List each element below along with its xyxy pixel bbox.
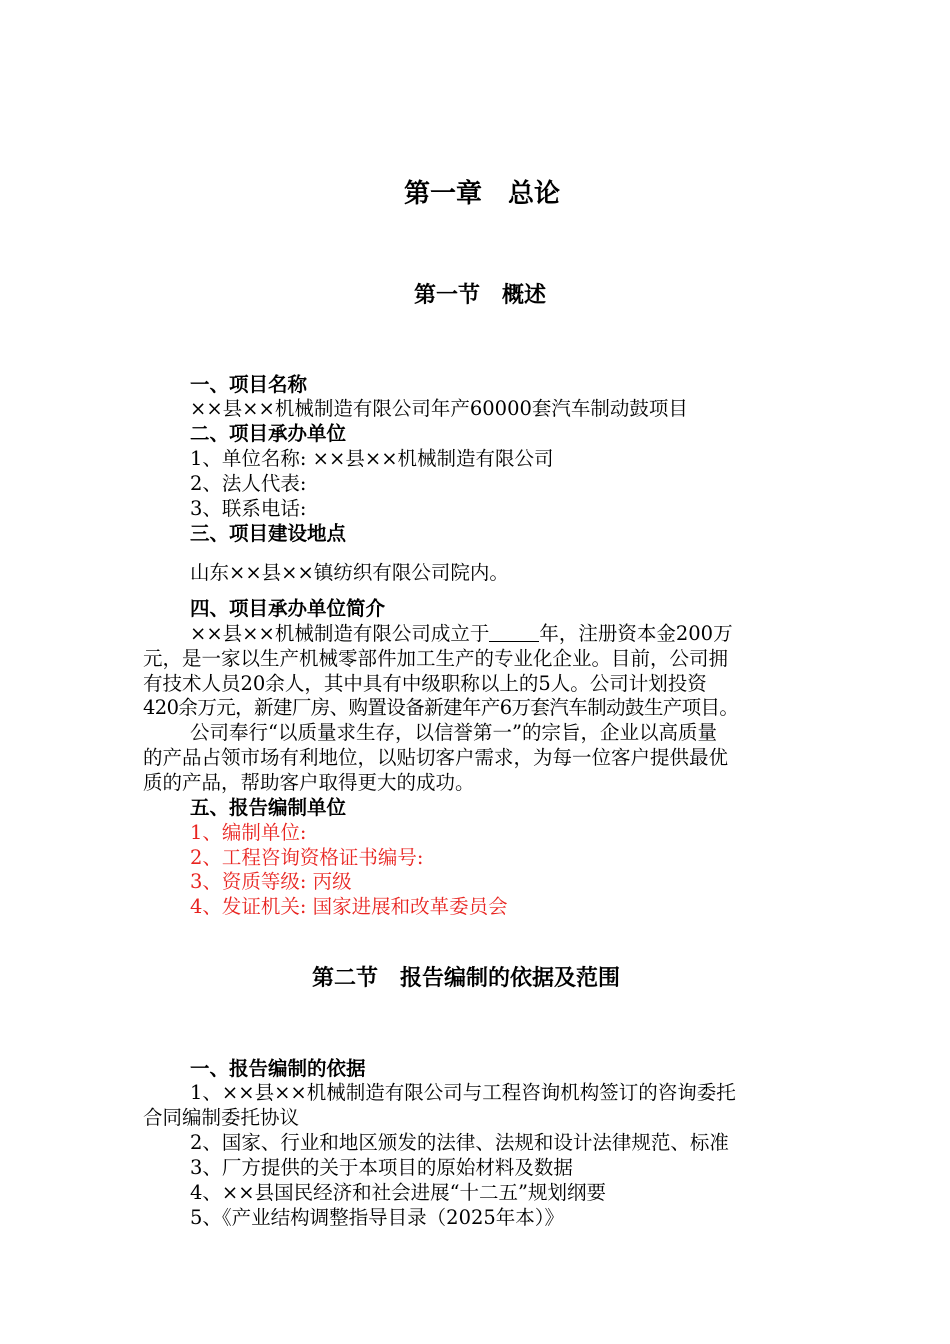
heading-undertaker: 二、项目承办单位: [190, 422, 347, 445]
blank-underline: [489, 623, 539, 642]
project-name: ××县××机械制造有限公司年产60000套汽车制动鼓项目: [190, 397, 688, 420]
section-title: 第二节 报告编制的依据及范围: [312, 966, 621, 991]
intro-line: 质的产品，帮助客户取得更大的成功。: [143, 771, 475, 794]
legal-representative: 2、法人代表:: [190, 472, 307, 495]
heading-compiler: 五、报告编制单位: [190, 796, 347, 819]
compiler-qualification-grade: 3、资质等级: 丙级: [190, 870, 352, 893]
heading-basis: 一、报告编制的依据: [190, 1057, 366, 1080]
basis-item: 4、××县国民经济和社会进展“十二五”规划纲要: [190, 1181, 607, 1204]
intro-text: 年，注册资本金200万: [539, 622, 733, 645]
intro-line: 公司奉行“以质量求生存，以信誉第一”的宗旨，企业以高质量: [190, 721, 717, 744]
basis-item-continued: 合同编制委托协议: [143, 1106, 300, 1129]
compiler-issuing-authority: 4、发证机关: 国家进展和改革委员会: [190, 895, 508, 918]
basis-item: 3、厂方提供的关于本项目的原始材料及数据: [190, 1156, 573, 1179]
intro-text: ××县××机械制造有限公司成立于: [190, 622, 490, 645]
compiler-certificate-number: 2、工程咨询资格证书编号:: [190, 846, 424, 869]
intro-line: 的产品占领市场有利地位，以贴切客户需求，为每一位客户提供最优: [143, 746, 729, 769]
contact-phone: 3、联系电话:: [190, 497, 307, 520]
chapter-title: 第一章 总论: [404, 179, 561, 209]
intro-line: 有技术人员20余人，其中具有中级职称以上的5人。公司计划投资: [143, 672, 707, 695]
intro-line: [190, 621, 733, 646]
basis-item: 2、国家、行业和地区颁发的法律、法规和设计法律规范、标准: [190, 1131, 729, 1154]
project-location: 山东××县××镇纺织有限公司院内。: [190, 561, 509, 584]
intro-line: 420余万元，新建厂房、购置设备新建年产6万套汽车制动鼓生产项目。: [143, 696, 739, 719]
heading-location: 三、项目建设地点: [190, 522, 347, 545]
heading-company-intro: 四、项目承办单位简介: [190, 597, 386, 620]
basis-item: 5、《产业结构调整指导目录（2025年本）》: [190, 1206, 565, 1229]
compiler-unit: 1、编制单位:: [190, 821, 307, 844]
heading-project-name: 一、项目名称: [190, 373, 308, 396]
basis-item: 1、××县××机械制造有限公司与工程咨询机构签订的咨询委托: [190, 1081, 736, 1104]
intro-line: 元，是一家以生产机械零部件加工生产的专业化企业。目前，公司拥: [143, 647, 729, 670]
section-title: 第一节 概述: [414, 283, 547, 308]
unit-name: 1、单位名称: ××县××机械制造有限公司: [190, 447, 554, 470]
